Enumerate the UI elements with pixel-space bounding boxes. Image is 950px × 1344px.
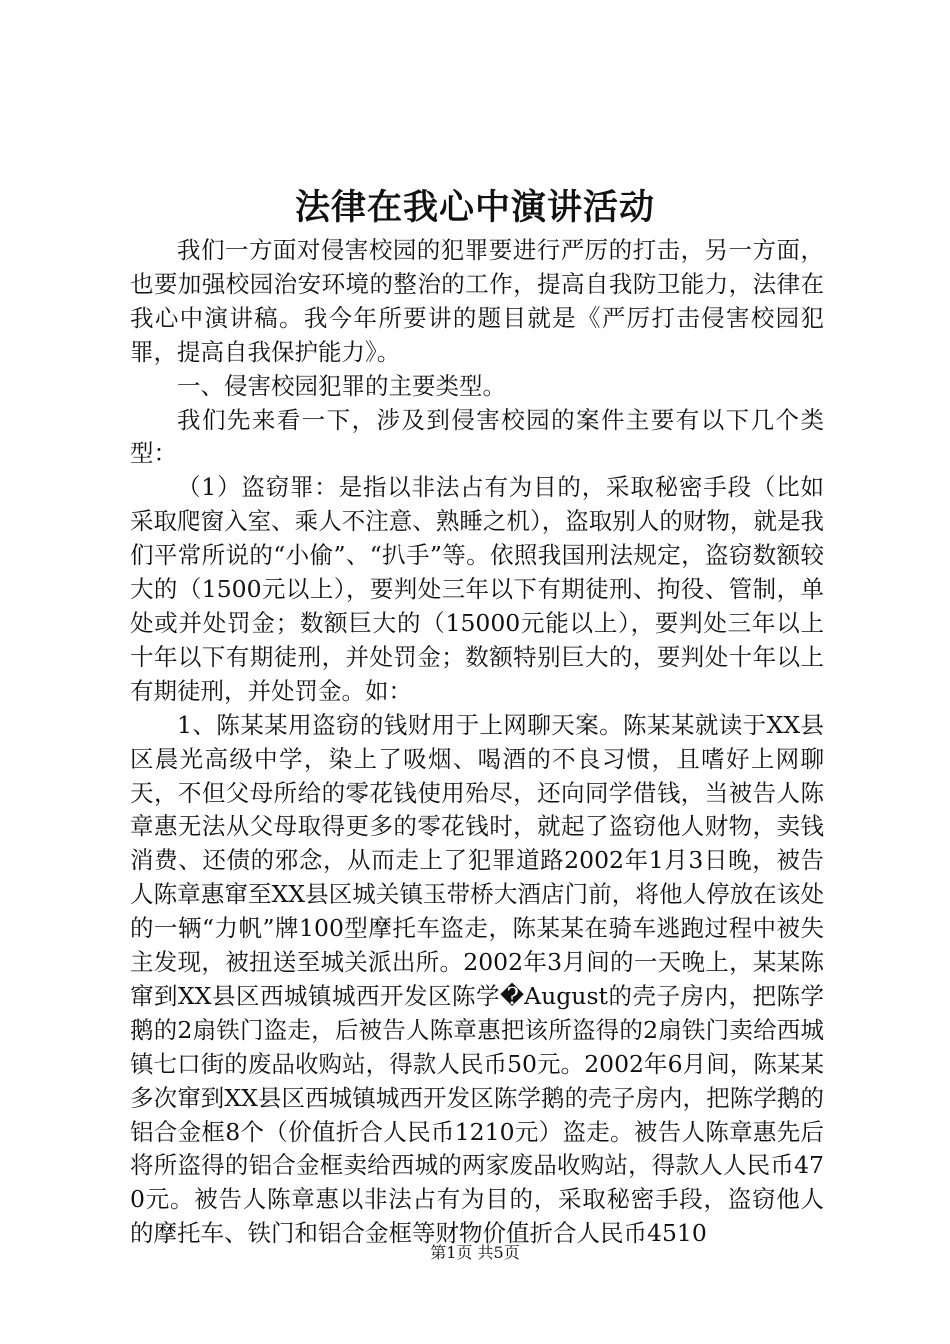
page-number-footer: 第1页 共5页 [430,1243,520,1262]
paragraph-intro: 我们一方面对侵害校园的犯罪要进行严厉的打击，另一方面，也要加强校园治安环境的整治的工作，提高自我防卫能力，法律在我心中演讲稿。我今年所要讲的题目就是《严厉打击侵害校园犯罪，提高自我保护能力》。 [130,236,824,366]
paragraph-theft-definition: （1）盗窃罪：是指以非法占有为目的，采取秘密手段（比如采取爬窗入室、乘人不注意、熟睡之机），盗取别人的财物，就是我们平常所说的“小偷”、“扒手”等。依照我国刑法规定，盗窃数额较大的（1500元以上），要判处三年以下有期徒刑、拘役、管制，单处或并处罚金；数额巨大的（15000元能以上），要判处三年以上十年以下有期徒刑，并处罚金；数额特别巨大的，要判处十年以上有期徒刑，并处罚金。如： [130,473,824,705]
document-title: 法律在我心中演讲活动 [294,187,655,228]
paragraph-types-intro: 我们先来看一下，涉及到侵害校园的案件主要有以下几个类型： [130,405,824,468]
paragraph-section-heading: 一、侵害校园犯罪的主要类型。 [177,371,506,400]
paragraph-case-1: 1、陈某某用盗窃的钱财用于上网聊天案。陈某某就读于XX县区晨光高级中学，染上了吸烟、喝酒的不良习惯，且嗜好上网聊天，不但父母所给的零花钱使用殆尽，还向同学借钱，当被告人陈章惠无法从父母取得更多的零花钱时，就起了盗窃他人财物，卖钱消费、还债的邪念，从而走上了犯罪道路2002年1月3日晚，被告人陈章惠窜至XX县区城关镇玉带桥大酒店门前，将他人停放在该处的一辆“力帆”牌100型摩托车盗走，陈某某在骑车逃跑过程中被失主发现，被扭送至城关派出所。2002年3月间的一天晚上，某某陈窜到XX县区西城镇城西开发区陈学�August的壳子房内，把陈学鹅的2扇铁门盗走，后被告人陈章惠把该所盗得的2扇铁门卖给西城镇七口街的废品收购站，得款人民币50元。2002年6月间，陈某某多次窜到XX县区西城镇城西开发区陈学鹅的壳子房内，把陈学鹅的铝合金框8个（价值折合人民币1210元）盗走。被告人陈章惠先后将所盗得的铝合金框卖给西城的两家废品收购站，得款人人民币470元。被告人陈章惠以非法占有为目的，采取秘密手段，盗窃他人的摩托车、铁门和铝合金框等财物价值折合人民币4510 [130,710,824,1248]
document-body [130,234,824,1251]
